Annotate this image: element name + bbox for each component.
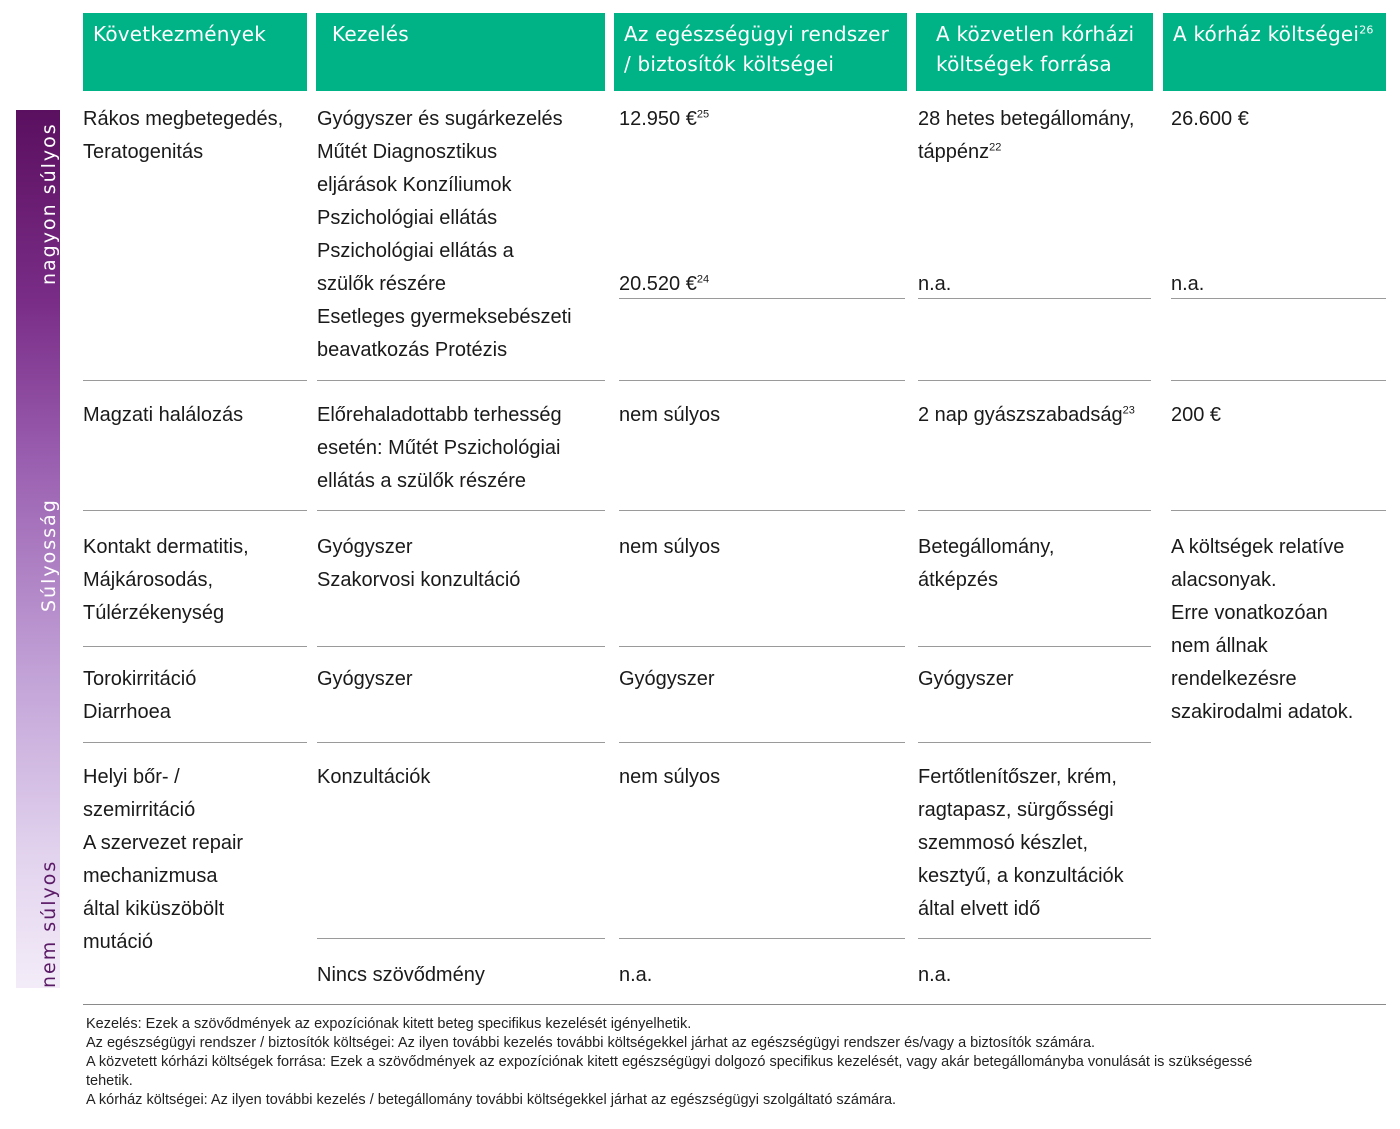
text-line: Erre vonatkozóan xyxy=(1171,602,1328,624)
text-line: Diarrhoea xyxy=(83,701,171,723)
r2-korhaz: 200 € xyxy=(1171,404,1222,426)
divider xyxy=(83,646,307,647)
text-line: Helyi bőr- / xyxy=(83,766,180,788)
text-line: kesztyű, a konzultációk xyxy=(918,865,1124,887)
footnote: Az egészségügyi rendszer / biztosítók költségei: Az ilyen további kezelés további költségekkel járhat az egészségügyi rendszer és/vagy a biztosítók számára. xyxy=(86,1035,1096,1051)
divider xyxy=(918,742,1151,743)
text-line: Túlérzékenység xyxy=(83,602,225,624)
text-line: A költségek relatíve xyxy=(1171,536,1345,558)
severity-label-mid: Súlyosság xyxy=(38,498,60,612)
text-line: Gyógyszer xyxy=(317,536,413,558)
divider xyxy=(1171,510,1386,511)
divider xyxy=(1171,380,1386,381)
r4-kovetkezmenyek xyxy=(83,663,196,729)
divider xyxy=(83,380,307,381)
text-line: szemmosó készlet, xyxy=(918,832,1089,854)
footnote: A kórház költségei: Az ilyen további kezelés / betegállomány további költségekkel járhat az egészségügyi szolgáltató számára. xyxy=(86,1092,897,1108)
divider xyxy=(619,298,905,299)
text-line: szemirritáció xyxy=(83,799,196,821)
r2-forras xyxy=(918,399,1135,432)
divider xyxy=(918,646,1151,647)
footnote-ref: 22 xyxy=(989,141,1002,154)
text-line: nem állnak xyxy=(1171,635,1268,657)
r3-korhaz xyxy=(1171,531,1353,729)
header-label: Az egészségügyi rendszer / biztosítók költségei xyxy=(624,22,890,76)
text-line: mechanizmusa xyxy=(83,865,218,887)
header-rendszer-koltsegei xyxy=(614,13,907,91)
r5-kovetkezmenyek xyxy=(83,761,243,959)
divider xyxy=(918,380,1151,381)
text-line: A szervezet repair xyxy=(83,832,244,854)
r1-forras-1 xyxy=(918,103,1134,169)
footnote: Kezelés: Ezek a szövődmények az expozíciónak kitett beteg specifikus kezelését igényelhetik. xyxy=(86,1016,692,1032)
header-label: A közvetlen kórházi költségek forrása xyxy=(936,22,1135,76)
text-line: Kontakt dermatitis, xyxy=(83,536,249,558)
header-korhaz-koltsegei xyxy=(1163,13,1386,91)
divider xyxy=(619,646,905,647)
text-line: Pszichológiai ellátás a xyxy=(317,240,514,262)
header-label: Kezelés xyxy=(332,22,409,46)
r4-forras: Gyógyszer xyxy=(918,668,1014,690)
divider xyxy=(619,510,905,511)
text-line: Pszichológiai ellátás xyxy=(317,207,498,229)
text-line: által elvett idő xyxy=(918,898,1041,920)
text-line: táppénz xyxy=(918,141,990,163)
text-line: ellátás a szülők részére xyxy=(317,470,526,492)
divider xyxy=(918,938,1151,939)
text-line: Szakorvosi konzultáció xyxy=(317,569,521,591)
divider xyxy=(918,510,1151,511)
footnotes xyxy=(86,1015,1286,1110)
text-line: esetén: Műtét Pszichológiai xyxy=(317,437,561,459)
divider xyxy=(317,380,605,381)
cost-value: 20.520 € xyxy=(619,273,697,295)
r6-kezeles: Nincs szövődmény xyxy=(317,964,485,986)
text-line: alacsonyak. xyxy=(1171,569,1277,591)
text-line: Májkárosodás, xyxy=(83,569,214,591)
text-line: mutáció xyxy=(83,931,154,953)
text-line: Esetleges gyermeksebészeti xyxy=(317,306,572,328)
r4-kezeles: Gyógyszer xyxy=(317,668,413,690)
r2-kovetkezmenyek: Magzati halálozás xyxy=(83,404,244,426)
r1-rendszer-koltseg-2 xyxy=(619,268,709,301)
divider xyxy=(1171,298,1386,299)
text-line: 2 nap gyászszabadság xyxy=(918,404,1123,426)
text-line: Betegállomány, xyxy=(918,536,1055,558)
header-label: A kórház költségei xyxy=(1173,22,1360,46)
header-footnote-ref: 26 xyxy=(1359,23,1374,37)
r1-korhaz-2: n.a. xyxy=(1171,273,1205,295)
r1-rendszer-koltseg-1 xyxy=(619,103,709,136)
divider xyxy=(619,742,905,743)
footnote-ref: 24 xyxy=(696,273,710,286)
divider xyxy=(317,646,605,647)
r2-kezeles xyxy=(317,399,562,498)
r5-rendszer-koltseg: nem súlyos xyxy=(619,766,721,788)
r3-rendszer-koltseg: nem súlyos xyxy=(619,536,721,558)
severity-label-low: nem súlyos xyxy=(38,859,60,988)
header-korhazi-koltsegek-forrasa xyxy=(916,13,1153,91)
divider xyxy=(317,938,605,939)
r3-forras xyxy=(918,531,1054,597)
text-line: Fertőtlenítőszer, krém, xyxy=(918,766,1117,788)
footnote-ref: 23 xyxy=(1122,404,1135,417)
r4-rendszer-koltseg: Gyógyszer xyxy=(619,668,715,690)
text-line: szülők részére xyxy=(317,273,446,295)
text-line: Torokirritáció xyxy=(83,668,197,690)
text-line: Rákos megbetegedés, xyxy=(83,108,284,130)
header-kezeles xyxy=(316,13,605,91)
text-line: Műtét Diagnosztikus xyxy=(317,141,498,163)
header-kovetkezmenyek xyxy=(83,13,307,91)
text-line: 28 hetes betegállomány, xyxy=(918,108,1135,130)
footnote: A közvetett kórházi költségek forrása: Ezek a szövődmények az expozíciónak kitett egészségügyi dolgozó specifikus kezelését, vagy akár betegállományba vonulását is szükségessé tehetik. xyxy=(86,1054,1253,1089)
footnote-ref: 25 xyxy=(696,108,710,121)
text-line: Teratogenitás xyxy=(83,141,204,163)
header-label: Következmények xyxy=(93,22,266,46)
r1-forras-2: n.a. xyxy=(918,273,952,295)
r3-kovetkezmenyek xyxy=(83,531,249,630)
r1-kezeles xyxy=(317,103,572,367)
severity-label-high: nagyon súlyos xyxy=(38,122,60,285)
divider xyxy=(918,298,1151,299)
text-line: átképzés xyxy=(918,569,999,591)
text-line: Előrehaladottabb terhesség xyxy=(317,404,562,426)
r5-forras xyxy=(918,761,1124,926)
text-line: beavatkozás Protézis xyxy=(317,339,508,361)
text-line: szakirodalmi adatok. xyxy=(1171,701,1354,723)
divider xyxy=(619,380,905,381)
text-line: által kiküszöbölt xyxy=(83,898,225,920)
divider xyxy=(83,742,307,743)
text-line: Gyógyszer és sugárkezelés xyxy=(317,108,563,130)
divider xyxy=(83,510,307,511)
r5-kezeles: Konzultációk xyxy=(317,766,431,788)
divider xyxy=(317,742,605,743)
r6-rendszer-koltseg: n.a. xyxy=(619,964,653,986)
text-line: ragtapasz, sürgősségi xyxy=(918,799,1114,821)
cost-value: 12.950 € xyxy=(619,108,697,130)
divider xyxy=(619,938,905,939)
text-line: eljárások Konzíliumok xyxy=(317,174,512,196)
r1-kovetkezmenyek xyxy=(83,103,283,169)
r6-forras: n.a. xyxy=(918,964,952,986)
r2-rendszer-koltseg: nem súlyos xyxy=(619,404,721,426)
divider xyxy=(317,510,605,511)
r1-korhaz-1: 26.600 € xyxy=(1171,108,1249,130)
table-bottom-rule xyxy=(83,1004,1386,1005)
r3-kezeles xyxy=(317,531,520,597)
text-line: rendelkezésre xyxy=(1171,668,1297,690)
